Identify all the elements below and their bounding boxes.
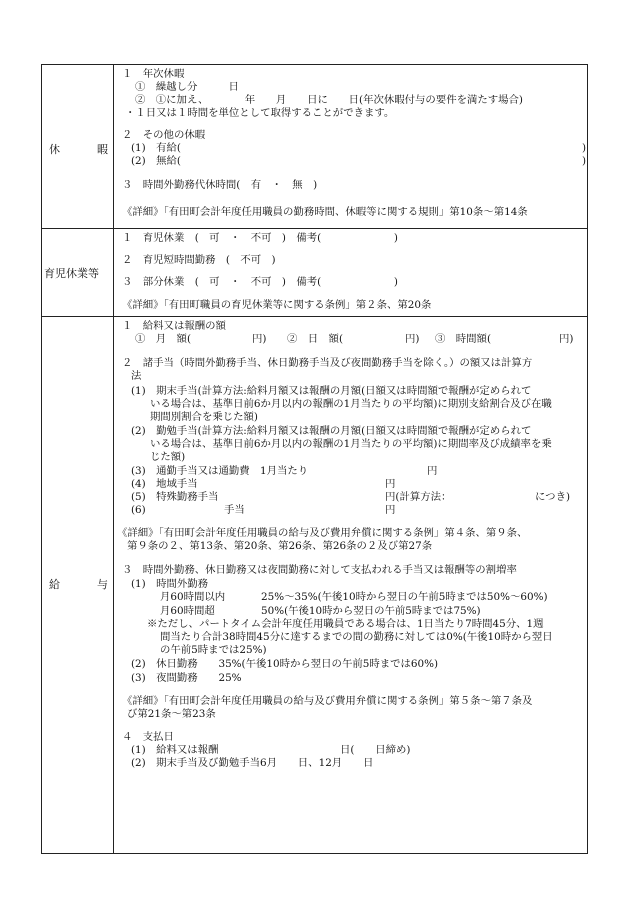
salary-label-char-2: 与 [97, 578, 108, 591]
text-line: ) [582, 142, 587, 154]
text-line: １ 育児休業 ( 可 ・ 不可 ) 備考( ) [122, 232, 398, 244]
text-line: 間当たり合計38時間45分に達するまでの間の勤務に対しては0%(午後10時から翌日 [160, 631, 553, 643]
text-line: ② 日 額( [287, 333, 344, 345]
text-line: ２ 諸手当（時間外勤務手当、休日勤務手当及び夜間勤務手当を除く。）の額又は計算方 [122, 357, 533, 369]
text-line: 円(計算方法： [385, 491, 452, 503]
text-line: (1) 給料又は報酬 [131, 744, 219, 756]
leave-label-char-1: 休 [49, 143, 60, 156]
text-line: ・１日又は１時間を単位として取得することができます。 [125, 107, 395, 119]
text-line: 50%(午後10時から翌日の午前5時までは75%) [261, 605, 481, 617]
row-divider-leave [42, 228, 587, 229]
salary-content [117, 320, 590, 853]
text-line: (3) 通勤手当又は通勤費 1月当たり [131, 465, 309, 477]
row-divider-childcare [42, 316, 587, 317]
text-line: 月60時間超 [160, 605, 215, 617]
text-line: 円) [252, 333, 267, 345]
text-line: ) [582, 155, 587, 167]
text-line: (3) 夜間勤務 25% [131, 672, 242, 684]
leave-content [122, 68, 590, 228]
text-line: ① 繰越し分 日 [135, 81, 239, 93]
text-line: ② ①に加え、 年 月 日に 日(年次休暇付与の要件を満たす場合) [135, 94, 523, 106]
detail-reference: 《詳細》「有田町会計年度任用職員の給与及び費用弁償に関する条例」第４条、第９条、 [117, 527, 528, 539]
text-line: ３ 部分休業 ( 可 ・ 不可 ) 備考( ) [122, 276, 398, 288]
text-line: １ 年次休暇 [122, 68, 185, 80]
text-line: ３ 時間外勤務、休日勤務又は夜間勤務に対して支払われる手当又は報酬等の割増率 [122, 564, 517, 576]
text-line: ２ 育児短時間勤務 ( 不可 ) [122, 254, 276, 266]
text-line: (1) 有給( [131, 142, 181, 154]
text-line: 円) [405, 333, 420, 345]
text-line: 円) [559, 333, 574, 345]
text-line: 25%～35%(午後10時から翌日の午前5時までは50%～60%) [261, 591, 548, 603]
text-line: 円 [385, 504, 396, 516]
text-line: ※ただし、パートタイム会計年度任用職員である場合は、1日当たり7時間45分、1週 [147, 618, 544, 630]
text-line: 期間別割合を乗じた額) [150, 411, 258, 423]
text-line: ３ 時間外勤務代休時間( 有 ・ 無 ) [122, 179, 318, 191]
text-line: (6) [131, 504, 146, 516]
label-column-divider [113, 65, 114, 853]
detail-reference: 第９条の２、第13条、第20条、第26条、第26条の２及び第27条 [127, 540, 433, 552]
text-line: (2) 休日勤務 35%(午後10時から翌日の午前5時までは60%) [131, 658, 439, 670]
text-line: (4) 地域手当 [131, 478, 198, 490]
text-line: ２ その他の休暇 [122, 129, 206, 141]
text-line: 法 [131, 370, 142, 382]
detail-reference: び第21条～第23条 [127, 708, 216, 720]
text-line: 円 [385, 478, 396, 490]
text-line: (2) 無給( [131, 155, 181, 167]
text-line: の午前5時までは25%) [160, 644, 267, 656]
childcare-content [122, 232, 590, 316]
text-line: １ 給料又は報酬の額 [122, 320, 226, 332]
text-line: いる場合は、基準日前6か月以内の報酬の1月当たりの平均額)に期別支給割合及び在職 [150, 398, 552, 410]
text-line: 円 [427, 465, 438, 477]
text-line: につき) [535, 491, 571, 503]
detail-reference: 《詳細》「有田町職員の育児休業等に関する条例」第２条、第20条 [122, 299, 432, 311]
leave-label-char-2: 暇 [97, 143, 108, 156]
text-line: (5) 特殊勤務手当 [131, 491, 219, 503]
text-line: (1) 期末手当(計算方法:給料月額又は報酬の月額(日額又は時間額で報酬が定められて [131, 385, 532, 397]
text-line: いる場合は、基準日前6か月以内の報酬の1月当たりの平均額)に期間率及び成績率を乗 [150, 438, 552, 450]
text-line: ① 月 額( [135, 333, 192, 345]
detail-reference: 《詳細》「有田町会計年度任用職員の給与及び費用弁償に関する条例」第５条～第７条及 [122, 695, 533, 707]
text-line: 月60時間以内 [160, 591, 226, 603]
conditions-table [41, 64, 588, 854]
detail-reference: 《詳細》「有田町会計年度任用職員の勤務時間、休暇等に関する規則」第10条～第14条 [122, 206, 528, 218]
text-line: 手当 [224, 504, 245, 516]
text-line: ４ 支払日 [122, 731, 174, 743]
childcare-label: 育児休業等 [44, 267, 99, 280]
text-line: (2) 勤勉手当(計算方法:給料月額又は報酬の月額(日額又は時間額で報酬が定められて [131, 425, 532, 437]
salary-label-char-1: 給 [49, 578, 60, 591]
text-line: じた額) [150, 451, 186, 463]
text-line: 日( 日締め) [340, 744, 411, 756]
text-line: ③ 時間額( [435, 333, 492, 345]
text-line: (2) 期末手当及び勤勉手当6月 日、12月 日 [131, 757, 374, 769]
text-line: (1) 時間外勤務 [131, 578, 209, 590]
